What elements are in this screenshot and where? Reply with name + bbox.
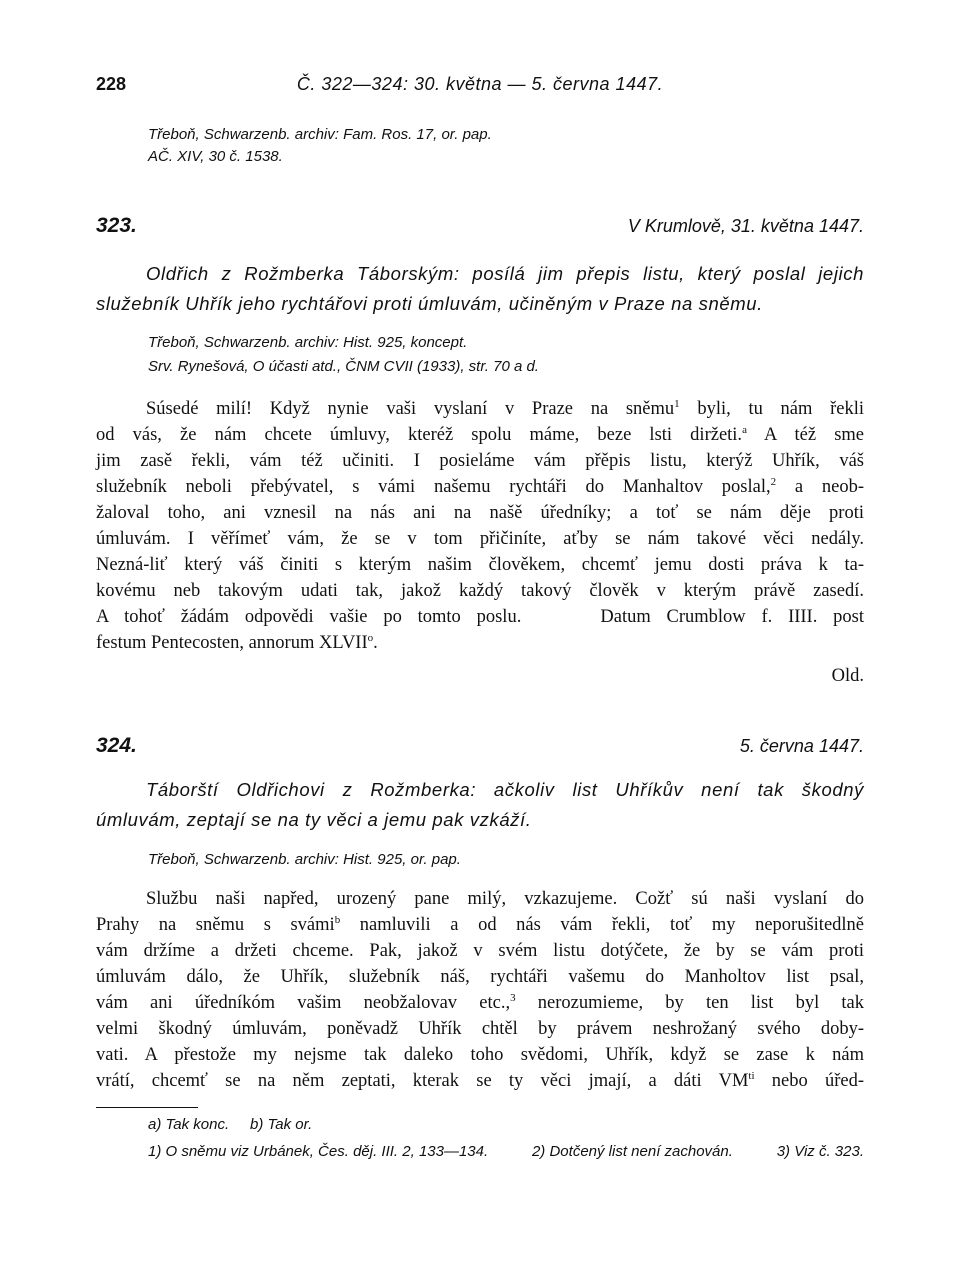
- letter-line: A tohoť žádám odpovědi vašie po tomto poslu. Datum Crumblow f. IIII. post: [96, 607, 864, 627]
- archive-source-line: Třeboň, Schwarzenb. archiv: Fam. Ros. 17, or. pap.: [148, 126, 492, 143]
- letter-line: Súsedé milí! Když nynie vaši vyslaní v Praze na sněmu$^1$ byli, tu nám řekli: [146, 397, 864, 419]
- archive-reference-line: AČ. XIV, 30 č. 1538.: [148, 148, 283, 165]
- running-title: Č. 322—324: 30. května — 5. června 1447.: [296, 74, 664, 94]
- letter-line: služebník neboli přebývatel, s vámi našemu rychtáři do Manhaltov poslal,$^2$ a neob-: [96, 475, 864, 497]
- footnote-mark: ti: [748, 1069, 755, 1082]
- footnote-divider: [96, 1107, 198, 1108]
- letter-line: kovému neb takovým udati tak, jakož každý takový člověk v kterým právě zasedí.: [96, 581, 864, 601]
- document-number: 323.: [96, 214, 137, 237]
- letter-line: úmluvám. I věřímeť vám, že se v tom přičiníte, aťby se nám takové věci nedály.: [96, 529, 864, 549]
- letter-line: vám ani úředníkóm vašim neobžalovav etc.,$^3$ nerozumieme, by ten list byl tak: [96, 991, 865, 1013]
- page-number: 228: [96, 74, 127, 94]
- letter-line: Prahy na sněmu s svámi$^b$ namluvili a od nás vám řekli, toť my neporušitedlně: [96, 913, 865, 935]
- letter-line: jim zasě řekli, vám též učiniti. I posieláme vám přěpis listu, kterýž Uhřík, váš: [96, 451, 864, 471]
- document-number: 324.: [96, 734, 137, 757]
- letter-line: vrátí, chcemť se na něm zeptati, kterak se ty věci jmají, a dáti $VM^{ti}$ nebo úřed-: [96, 1069, 865, 1091]
- letter-line: festum Pentecosten, annorum XLVII$^o$.: [96, 631, 378, 653]
- footnote-mark: b: [334, 913, 341, 926]
- literature-reference-line: Srv. Rynešová, O účasti atd., ČNM CVII (1933), str. 70 a d.: [148, 358, 539, 375]
- regest-line: Oldřich z Rožmberka Táborským: posílá jim přepis listu, který poslal jejich: [146, 263, 864, 284]
- regest-line: služebník Uhřík jeho rychtářovi proti úmluvám, učiněným v Praze na sněmu.: [96, 293, 763, 314]
- letter-line: Nezná-liť který váš činiti s kterým našim člověkem, chcemť jemu dosti práva k ta-: [96, 555, 864, 575]
- footnote-mark: 1: [674, 397, 680, 410]
- document-regest: [96, 775, 864, 835]
- footnote: 2) Dotčený list není zachován.: [531, 1143, 733, 1160]
- footnotes: [148, 1143, 864, 1160]
- letter-text: [96, 886, 864, 1094]
- letter-line: od vás, že nám chcete úmluvy, kteréž spolu máme, beze lsti diržeti.$^a$ A též sme: [96, 423, 864, 445]
- footnote-mark: a: [742, 423, 747, 436]
- signature: Old.: [831, 666, 864, 686]
- letter-line: velmi škodný úmluvám, poněvadž Uhřík chtěl by právem neshrožaný svého doby-: [96, 1019, 864, 1039]
- letter-line: žaloval toho, ani vznesil na nás ani na našě úředníky; a toť se nám děje proti: [96, 503, 864, 523]
- letter-text: [96, 396, 864, 656]
- document-place-date: 5. června 1447.: [739, 736, 864, 756]
- regest-line: Táborští Oldřichovi z Rožmberka: ačkoliv list Uhříkův není tak škodný: [146, 779, 864, 800]
- letter-line: Službu naši napřed, urozený pane milý, vzkazujeme. Cožť sú naši vyslaní do: [146, 889, 864, 909]
- letter-line: vati. A přestože my nejsme tak daleko toho svědomi, Uhřík, když se zase k nám: [96, 1045, 864, 1065]
- footnote: 3) Viz č. 323.: [776, 1143, 864, 1160]
- document-place-date: V Krumlově, 31. května 1447.: [627, 216, 864, 236]
- footnote-mark: o: [367, 631, 374, 644]
- document-regest: [96, 259, 864, 319]
- letter-line: úmluvám dálo, že Uhřík, služebník náš, rychtáři vašemu do Manholtov list psal,: [96, 967, 864, 987]
- footnote-mark: 2: [770, 475, 777, 488]
- footnote-mark: 3: [510, 991, 516, 1004]
- letter-line: vám držíme a držeti chceme. Pak, jakož v svém listu dotýčete, že by se vám proti: [96, 941, 864, 961]
- regest-line: úmluvám, zeptají se na ty věci a jemu pak vzkáží.: [96, 809, 532, 830]
- footnote: 1) O sněmu viz Urbánek, Čes. děj. III. 2, 133—134.: [148, 1143, 489, 1160]
- text-variant-notes: a) Tak konc. b) Tak or.: [148, 1116, 313, 1133]
- archive-source-line: Třeboň, Schwarzenb. archiv: Hist. 925, koncept.: [148, 334, 468, 351]
- archive-source-line: Třeboň, Schwarzenb. archiv: Hist. 925, or. pap.: [148, 851, 461, 868]
